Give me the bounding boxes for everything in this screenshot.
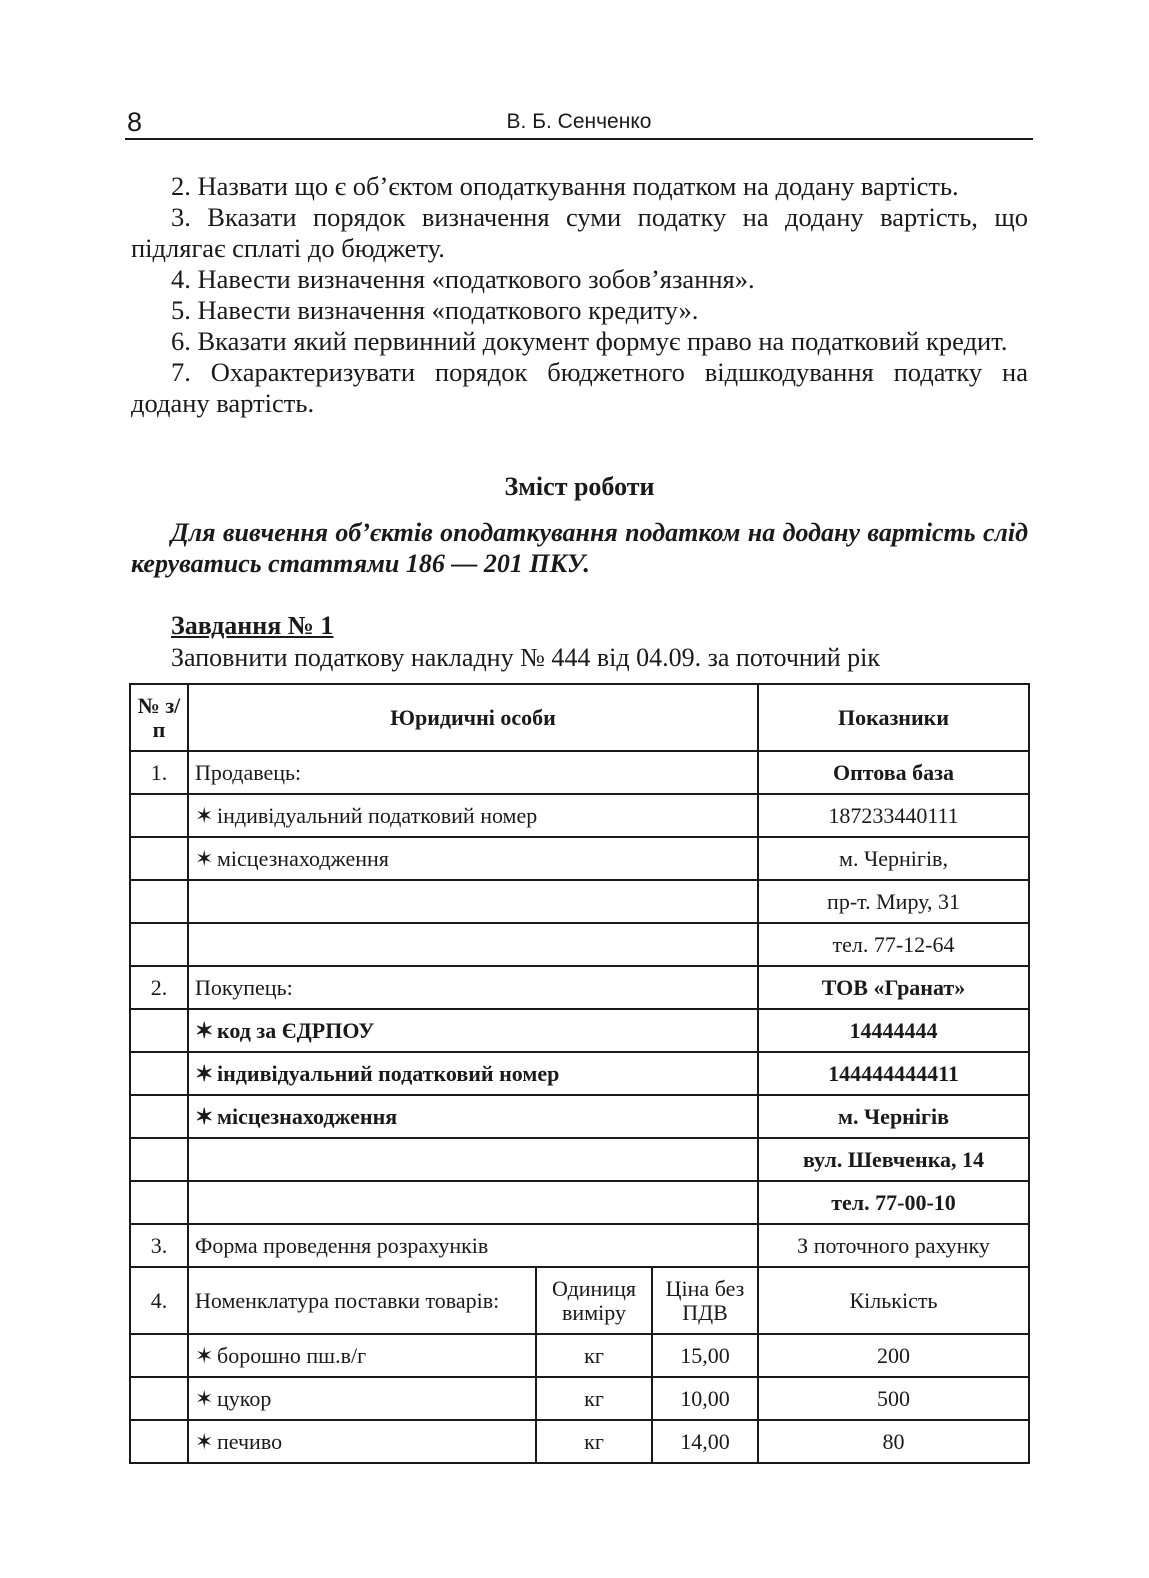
payment-label: Форма проведення розрахунків — [188, 1224, 758, 1267]
task-title: Завдання № 1 — [171, 611, 334, 640]
table-row — [130, 794, 1029, 837]
col-header-num: № з/п — [130, 684, 188, 751]
seller-street: пр-т. Миру, 31 — [758, 880, 1029, 923]
table-row — [130, 1181, 1029, 1224]
seller-label: Продавець: — [188, 751, 758, 794]
table-row — [130, 1224, 1029, 1267]
empty-cell — [130, 837, 188, 880]
buyer-ipn-label: ✶ індивідуальний податковий номер — [188, 1052, 758, 1095]
items-label: Номенклатура поставки товарів: — [188, 1267, 536, 1334]
empty-cell — [130, 1334, 188, 1377]
table-header-row — [130, 684, 1029, 751]
question-item: 3. Вказати порядок визначення суми податку на додану вартість, що підлягає сплаті до бюджету. — [131, 202, 1028, 263]
seller-phone: тел. 77-12-64 — [758, 923, 1029, 966]
empty-cell — [130, 1377, 188, 1420]
table-row — [130, 837, 1029, 880]
buyer-ipn: 144444444411 — [758, 1052, 1029, 1095]
table-row — [130, 751, 1029, 794]
item-qty: 80 — [758, 1420, 1029, 1463]
seller-name: Оптова база — [758, 751, 1029, 794]
item-row — [130, 1334, 1029, 1377]
star-bullet-icon: ✶ — [195, 845, 214, 871]
seller-location-label: ✶ місцезнаходження — [188, 837, 758, 880]
buyer-edrpou: 14444444 — [758, 1009, 1029, 1052]
col-header-indicators: Показники — [758, 684, 1029, 751]
empty-cell — [130, 1009, 188, 1052]
col-header-price: Ціна без ПДВ — [652, 1267, 758, 1334]
task-text: Заповнити податкову накладну № 444 від 04.09. за поточний рік — [171, 643, 881, 672]
page-number: 8 — [127, 107, 143, 137]
question-item: 5. Навести визначення «податкового кредиту». — [171, 295, 699, 325]
invoice-table — [129, 683, 1030, 1464]
row-number: 3. — [130, 1224, 188, 1267]
star-bullet-icon: ✶ — [195, 1103, 214, 1129]
item-unit: кг — [536, 1334, 652, 1377]
star-bullet-icon: ✶ — [195, 1428, 214, 1454]
running-header — [125, 106, 1033, 140]
item-unit: кг — [536, 1377, 652, 1420]
empty-cell — [130, 1420, 188, 1463]
col-header-unit: Одиниця виміру — [536, 1267, 652, 1334]
buyer-phone: тел. 77-00-10 — [758, 1181, 1029, 1224]
empty-cell — [188, 880, 758, 923]
table-row — [130, 923, 1029, 966]
star-bullet-icon: ✶ — [195, 802, 214, 828]
col-header-entities: Юридичні особи — [188, 684, 758, 751]
item-row — [130, 1377, 1029, 1420]
seller-ipn-label: ✶ індивідуальний податковий номер — [188, 794, 758, 837]
row-number: 2. — [130, 966, 188, 1009]
question-item: 6. Вказати який первинний документ формує право на податковий кредит. — [171, 326, 1008, 356]
question-item: 7. Охарактеризувати порядок бюджетного відшкодування податку на додану вартість. — [131, 357, 1028, 418]
buyer-name: ТОВ «Гранат» — [758, 966, 1029, 1009]
item-price: 15,00 — [652, 1334, 758, 1377]
empty-cell — [130, 1181, 188, 1224]
table-row — [130, 1138, 1029, 1181]
item-price: 10,00 — [652, 1377, 758, 1420]
buyer-location-label: ✶ місцезнаходження — [188, 1095, 758, 1138]
star-bullet-icon: ✶ — [195, 1017, 214, 1043]
star-bullet-icon: ✶ — [195, 1060, 214, 1086]
empty-cell — [188, 923, 758, 966]
buyer-street: вул. Шевченка, 14 — [758, 1138, 1029, 1181]
buyer-label: Покупець: — [188, 966, 758, 1009]
table-row — [130, 1095, 1029, 1138]
section-title: Зміст роботи — [504, 472, 655, 501]
question-item: 2. Назвати що є об’єктом оподаткування податком на додану вартість. — [171, 171, 959, 201]
items-header-row — [130, 1267, 1029, 1334]
item-name: ✶ цукор — [188, 1377, 536, 1420]
empty-cell — [130, 1052, 188, 1095]
seller-ipn: 187233440111 — [758, 794, 1029, 837]
col-header-qty: Кількість — [758, 1267, 1029, 1334]
empty-cell — [130, 880, 188, 923]
author-name: В. Б. Сенченко — [506, 110, 652, 133]
empty-cell — [130, 923, 188, 966]
empty-cell — [188, 1138, 758, 1181]
buyer-city: м. Чернігів — [758, 1095, 1029, 1138]
item-qty: 200 — [758, 1334, 1029, 1377]
row-number: 4. — [130, 1267, 188, 1334]
star-bullet-icon: ✶ — [195, 1342, 214, 1368]
buyer-edrpou-label: ✶ код за ЄДРПОУ — [188, 1009, 758, 1052]
item-name: ✶ борошно пш.в/г — [188, 1334, 536, 1377]
empty-cell — [188, 1181, 758, 1224]
empty-cell — [130, 794, 188, 837]
item-unit: кг — [536, 1420, 652, 1463]
table-row — [130, 880, 1029, 923]
row-number: 1. — [130, 751, 188, 794]
table-row — [130, 1009, 1029, 1052]
question-item: 4. Навести визначення «податкового зобов’язання». — [171, 264, 755, 294]
item-price: 14,00 — [652, 1420, 758, 1463]
star-bullet-icon: ✶ — [195, 1385, 214, 1411]
table-row — [130, 966, 1029, 1009]
empty-cell — [130, 1138, 188, 1181]
instruction-note: Для вивчення об’єктів оподаткування податком на додану вартість слід керуватись статтями 186 — 201 ПКУ. — [131, 518, 1028, 578]
seller-city: м. Чернігів, — [758, 837, 1029, 880]
empty-cell — [130, 1095, 188, 1138]
item-name: ✶ печиво — [188, 1420, 536, 1463]
table-row — [130, 1052, 1029, 1095]
questions-list — [131, 171, 1028, 419]
item-row — [130, 1420, 1029, 1463]
payment-value: З поточного рахунку — [758, 1224, 1029, 1267]
item-qty: 500 — [758, 1377, 1029, 1420]
